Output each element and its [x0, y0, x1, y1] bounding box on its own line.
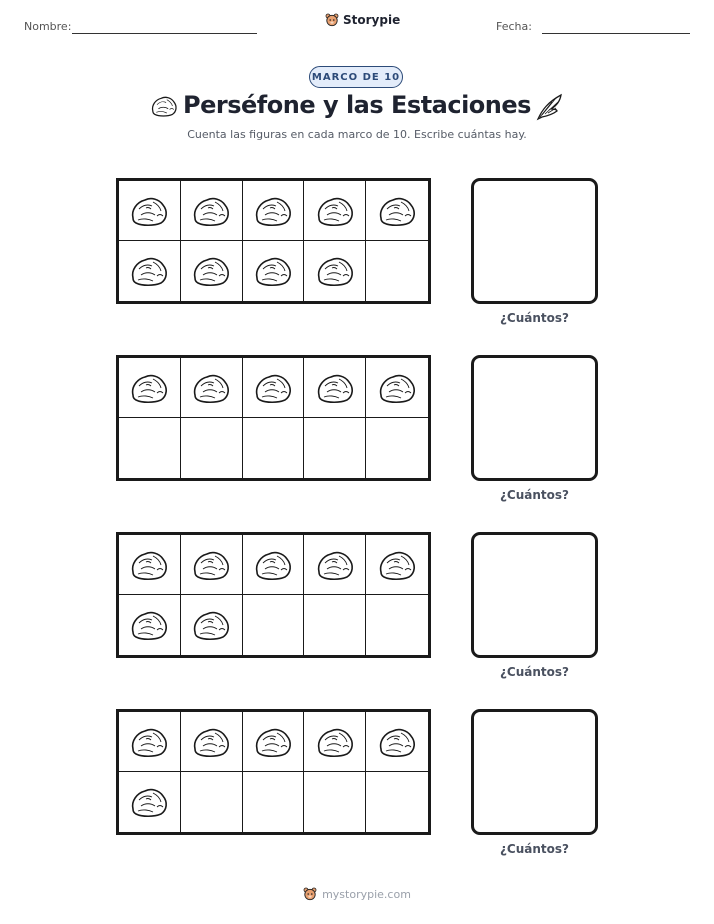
ten-frame-cell	[181, 772, 243, 832]
wing-icon	[534, 92, 564, 122]
ten-frame-cell	[181, 712, 243, 772]
ten-frame-cell	[119, 772, 181, 832]
answer-box[interactable]	[471, 532, 598, 658]
name-field[interactable]	[72, 33, 257, 34]
ten-frame-cell	[119, 358, 181, 418]
rock-icon	[129, 371, 169, 405]
answer-box[interactable]	[471, 178, 598, 304]
ten-frame-cell	[304, 418, 366, 478]
ten-frame-cell	[181, 241, 243, 301]
rock-icon	[253, 254, 293, 288]
rock-icon	[129, 194, 169, 228]
rock-icon	[191, 608, 231, 642]
ten-frame-cell	[243, 358, 305, 418]
ten-frame	[116, 532, 431, 658]
ten-frame-cell	[243, 535, 305, 595]
ten-frame-cell	[366, 595, 428, 655]
rock-icon	[315, 194, 355, 228]
date-label: Fecha:	[496, 20, 532, 33]
ten-frame-cell	[366, 358, 428, 418]
ten-frame-cell	[366, 772, 428, 832]
ten-frame-cell	[181, 535, 243, 595]
rock-icon	[191, 725, 231, 759]
footer	[0, 887, 714, 901]
answer-box[interactable]	[471, 709, 598, 835]
rock-icon	[129, 608, 169, 642]
ten-frame-cell	[181, 418, 243, 478]
rock-icon	[377, 194, 417, 228]
ten-frame-cell	[304, 358, 366, 418]
ten-frame-cell	[366, 181, 428, 241]
rock-icon	[253, 194, 293, 228]
rock-icon	[315, 725, 355, 759]
ten-frame-cell	[243, 241, 305, 301]
page-title: Perséfone y las Estaciones	[183, 91, 531, 119]
ten-frame-cell	[243, 772, 305, 832]
ten-frame-cell	[243, 181, 305, 241]
rock-icon	[315, 371, 355, 405]
ten-frame-cell	[366, 535, 428, 595]
ten-frame-cell	[119, 241, 181, 301]
rock-icon	[191, 371, 231, 405]
ten-frame-cell	[119, 535, 181, 595]
rock-icon	[315, 254, 355, 288]
bear-logo-icon	[325, 13, 339, 27]
ten-frame-cell	[181, 181, 243, 241]
count-prompt: ¿Cuántos?	[499, 488, 570, 502]
rock-icon	[129, 254, 169, 288]
ten-frame	[116, 355, 431, 481]
answer-box[interactable]	[471, 355, 598, 481]
rock-icon	[315, 548, 355, 582]
ten-frame-cell	[366, 712, 428, 772]
ten-frame-cell	[119, 181, 181, 241]
name-label: Nombre:	[24, 20, 72, 33]
ten-frame-cell	[366, 418, 428, 478]
ten-frame-cell	[181, 358, 243, 418]
rock-icon	[377, 371, 417, 405]
ten-frame-cell	[243, 418, 305, 478]
rock-icon	[129, 548, 169, 582]
ten-frame-cell	[304, 181, 366, 241]
rock-icon	[129, 785, 169, 819]
rock-icon	[191, 194, 231, 228]
topic-badge: MARCO DE 10	[309, 66, 403, 88]
ten-frame-cell	[119, 712, 181, 772]
ten-frame-cell	[119, 595, 181, 655]
ten-frame-cell	[181, 595, 243, 655]
rock-icon	[253, 725, 293, 759]
count-prompt: ¿Cuántos?	[499, 842, 570, 856]
rock-icon	[253, 548, 293, 582]
ten-frame-cell	[304, 712, 366, 772]
ten-frame-cell	[243, 595, 305, 655]
ten-frame-cell	[366, 241, 428, 301]
rock-icon	[377, 725, 417, 759]
date-field[interactable]	[542, 33, 690, 34]
ten-frame	[116, 709, 431, 835]
footer-url[interactable]: mystorypie.com	[322, 887, 411, 901]
bear-logo-icon	[303, 887, 317, 901]
brand-name: Storypie	[343, 13, 401, 27]
rock-icon	[191, 548, 231, 582]
rock-icon	[191, 254, 231, 288]
rock-icon	[377, 548, 417, 582]
ten-frame-cell	[304, 772, 366, 832]
ten-frame-cell	[119, 418, 181, 478]
rock-icon	[129, 725, 169, 759]
ten-frame-cell	[304, 535, 366, 595]
ten-frame-cell	[304, 595, 366, 655]
ten-frame-cell	[243, 712, 305, 772]
ten-frame-cell	[304, 241, 366, 301]
page-instructions: Cuenta las figuras en cada marco de 10. Escribe cuántas hay.	[187, 128, 527, 141]
count-prompt: ¿Cuántos?	[499, 665, 570, 679]
rock-icon	[253, 371, 293, 405]
count-prompt: ¿Cuántos?	[499, 311, 570, 325]
brand-logo	[325, 13, 400, 27]
ten-frame	[116, 178, 431, 304]
